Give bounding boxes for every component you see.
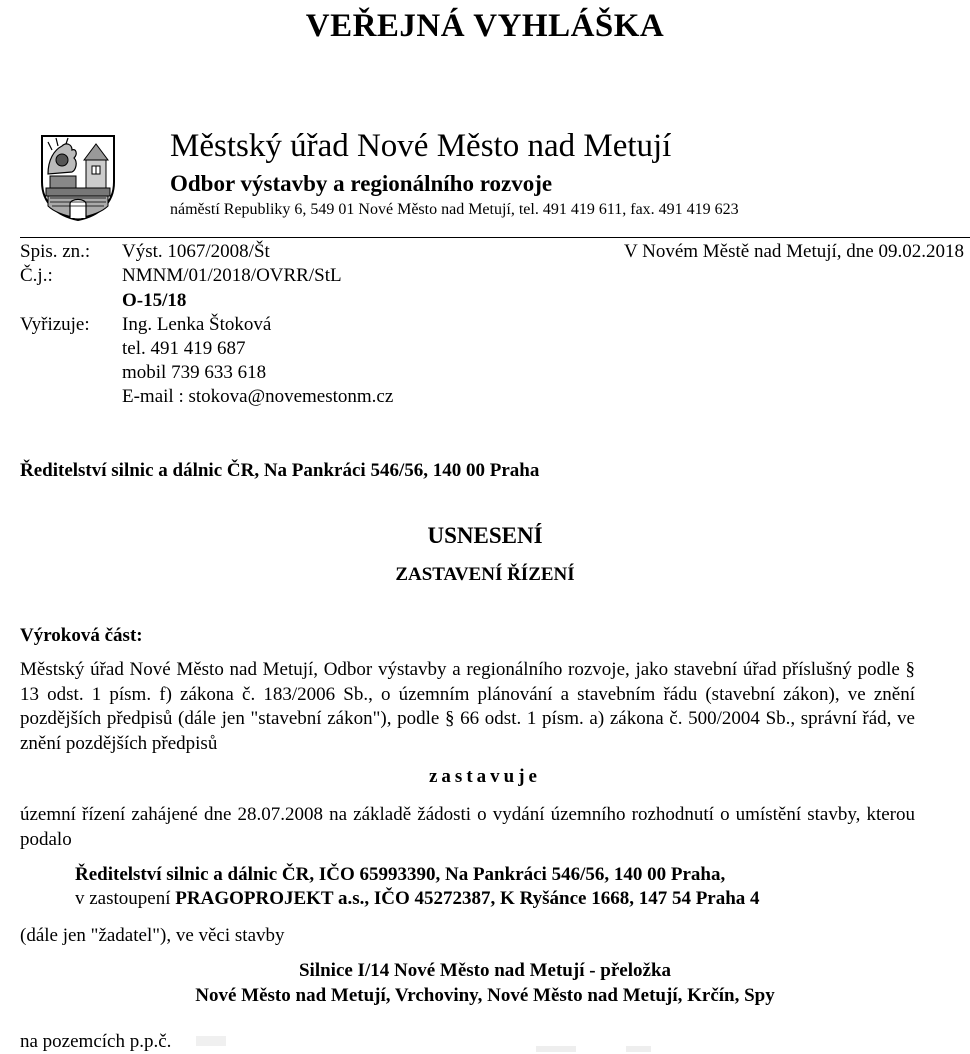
representative: PRAGOPROJEKT a.s., IČO 45272387, K Ryšánce 1668, 147 54 Praha 4 — [175, 888, 760, 909]
representative-prefix: v zastoupení — [75, 888, 176, 909]
applicant-note: (dále jen "žadatel"), ve věci stavby — [20, 925, 285, 946]
header-divider — [20, 237, 970, 238]
redacted-parcel-numbers — [196, 1032, 656, 1052]
contact-phone: tel. 491 419 687 — [122, 338, 246, 359]
office-address: náměstí Republiky 6, 549 01 Nové Město nad Metují, tel. 491 419 611, fax. 491 419 623 — [170, 201, 739, 218]
applicant-line: Ředitelství silnic a dálnic ČR, IČO 65993390, Na Pankráci 546/56, 140 00 Praha, — [75, 864, 726, 885]
reference-number-label: Č.j.: — [20, 265, 53, 286]
verdict: zastavuje — [429, 766, 541, 787]
project-location: Nové Město nad Metují, Vrchoviny, Nové Město nad Metují, Krčín, Spy — [195, 985, 775, 1006]
file-number: Výst. 1067/2008/Št — [122, 241, 270, 262]
body-paragraph-proceedings: územní řízení zahájené dne 28.07.2008 na základě žádosti o vydání územního rozhodnutí o umístění stavby, kterou podalo — [20, 804, 915, 850]
project-title: Silnice I/14 Nové Město nad Metují - přeložka — [298, 960, 672, 981]
reference-number: NMNM/01/2018/OVRR/StL — [122, 265, 342, 286]
representative-line — [75, 887, 760, 911]
resolution-subheading: ZASTAVENÍ ŘÍZENÍ — [395, 564, 575, 585]
resolution-heading: USNESENÍ — [427, 523, 543, 548]
city-coat-of-arms-icon — [38, 130, 118, 222]
file-number-label: Spis. zn.: — [20, 241, 91, 262]
parcels-label: na pozemcích p.p.č. — [20, 1031, 172, 1052]
department-name: Odbor výstavby a regionálního rozvoje — [170, 171, 553, 196]
office-name: Městský úřad Nové Město nad Metují — [170, 128, 672, 164]
contact-email: E-mail : stokova@novemestonm.cz — [122, 386, 394, 407]
contact-mobile: mobil 739 633 618 — [122, 362, 267, 383]
handled-by-name: Ing. Lenka Štoková — [122, 314, 272, 335]
place-date: V Novém Městě nad Metují, dne 09.02.2018 — [623, 241, 964, 262]
document-title: VEŘEJNÁ VYHLÁŠKA — [305, 8, 665, 44]
handled-by-label: Vyřizuje: — [20, 314, 90, 335]
document-number: O-15/18 — [122, 290, 187, 311]
recipient: Ředitelství silnic a dálnic ČR, Na Pankráci 546/56, 140 00 Praha — [20, 460, 540, 481]
body-paragraph-authority: Městský úřad Nové Město nad Metují, Odbor výstavby a regionálního rozvoje, jako stavební úřad příslušný podle § 13 odst. 1 písm. f) zákona č. 183/2006 Sb., o územním plánování a stavebním řádu (stavební zákon), ve znění pozdějších předpisů (dále jen "stavební zákon"), podle § 66 odst. 1 písm. a) zákona č. 500/2004 Sb., správní řád, ve znění pozdějších předpisů — [20, 659, 915, 754]
operative-part-label: Výroková část: — [20, 625, 143, 646]
